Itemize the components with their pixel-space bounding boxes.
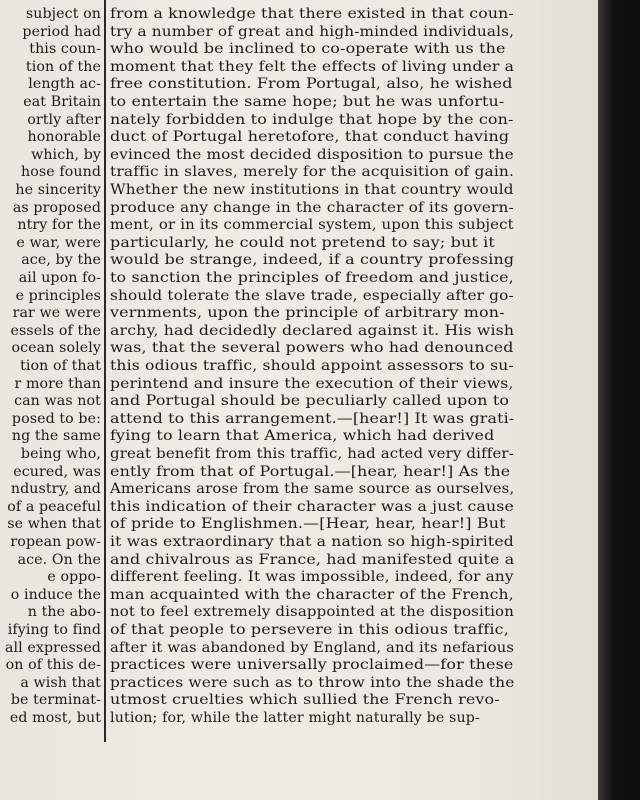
right-column-line: ently from that of Portugal.—[hear, hear!] As the xyxy=(110,463,511,480)
left-column-line: period had xyxy=(22,23,101,40)
right-column-line: utmost cruelties which sullied the French revo- xyxy=(110,692,500,709)
left-column-line: ortly after xyxy=(27,111,101,128)
right-column-line: practices were universally proclaimed—for these xyxy=(110,657,514,674)
right-column-line: practices were such as to throw into the shade the xyxy=(110,674,515,691)
left-column-line: o induce the xyxy=(10,586,101,603)
right-column-line: who would be inclined to co-operate with us the xyxy=(110,41,506,58)
left-column-line: se when that xyxy=(7,516,101,533)
left-column-line: which, by xyxy=(31,146,101,163)
left-column-line: ndustry, and xyxy=(10,481,101,498)
right-column-line: not to feel extremely disappointed at the disposition xyxy=(110,604,514,621)
left-column-line: being who, xyxy=(20,446,101,462)
left-column-line: e oppo- xyxy=(47,569,101,586)
left-column-line: posed to be: xyxy=(11,410,101,427)
right-column-line: ment, or in its commercial system, upon this subject xyxy=(110,217,514,234)
right-column-line: would be strange, indeed, if a country professing xyxy=(110,252,515,269)
left-column-line: can was not xyxy=(14,393,101,410)
right-column-line: this odious traffic, should appoint assessors to su- xyxy=(110,358,514,374)
right-column-line: produce any change in the character of its govern- xyxy=(110,199,514,216)
left-column-line: he sincerity xyxy=(15,182,101,198)
left-column-line: subject on xyxy=(25,6,101,22)
left-column-line: ropean pow- xyxy=(10,534,101,550)
right-column-line: of that people to persevere in this odious traffic, xyxy=(110,622,509,638)
right-column-line: moment that they felt the effects of living under a xyxy=(110,58,515,75)
right-column-line: archy, had decidedly declared against it. His wish xyxy=(110,322,515,339)
right-column-line: to entertain the same hope; but he was unfortu- xyxy=(110,94,505,110)
left-column-line: ace, by the xyxy=(21,252,101,269)
right-column-line: particularly, he could not pretend to say; but it xyxy=(110,234,495,251)
left-column-line: r more than xyxy=(14,375,101,392)
left-column-line: of a peaceful xyxy=(7,498,101,515)
left-column-line: a wish that xyxy=(20,674,101,691)
right-column-line: attend to this arrangement.—[hear!] It was grati- xyxy=(110,410,515,427)
right-column-line: free constitution. From Portugal, also, he wished xyxy=(110,76,513,93)
right-column-line: from a knowledge that there existed in that coun- xyxy=(110,6,514,22)
left-column-line: on of this de- xyxy=(5,657,101,674)
right-column-line: after it was abandoned by England, and its nefarious xyxy=(110,639,515,656)
left-column-line: ace. On the xyxy=(17,551,101,568)
left-column-line: n the abo- xyxy=(27,604,101,621)
left-column-line: as proposed xyxy=(12,199,101,216)
right-column-line: fying to learn that America, which had derived xyxy=(110,428,495,445)
right-column-line: duct of Portugal heretofore, that conduct having xyxy=(110,129,510,146)
left-column-line: ocean solely xyxy=(11,340,101,357)
left-column-line: ntry for the xyxy=(17,217,101,234)
right-column-line: different feeling. It was impossible, indeed, for any xyxy=(110,569,514,586)
right-column-line: nately forbidden to indulge that hope by the con- xyxy=(110,111,514,128)
left-column-line: length ac- xyxy=(28,76,101,93)
right-column-line: great benefit from this traffic, had acted very differ- xyxy=(110,446,514,462)
right-column-line: vernments, upon the principle of arbitrary mon- xyxy=(110,305,505,322)
left-column-line: honorable xyxy=(27,129,101,146)
right-column-line: it was extraordinary that a nation so high-spirited xyxy=(110,534,514,550)
right-column-line: should tolerate the slave trade, especially after go- xyxy=(110,287,514,304)
right-column-line: traffic in slaves, merely for the acquisition of gain. xyxy=(110,164,515,181)
right-column-line: man acquainted with the character of the French, xyxy=(110,586,514,603)
right-column-line: and Portugal should be peculiarly called upon to xyxy=(110,393,510,410)
left-column-line: ail upon fo- xyxy=(18,270,101,286)
right-column-line: Americans arose from the same source as ourselves, xyxy=(110,481,515,498)
right-column-line: this indication of their character was a just cause xyxy=(110,498,515,515)
left-column-line: ifying to find xyxy=(7,622,101,638)
left-text-column xyxy=(0,0,103,740)
right-column-line: Whether the new institutions in that country would xyxy=(110,182,514,198)
left-column-line: rar we were xyxy=(12,305,101,322)
right-column-line: try a number of great and high-minded individuals, xyxy=(110,23,515,40)
column-rule xyxy=(104,0,106,742)
left-column-line: ng the same xyxy=(11,428,101,445)
right-column-line: of pride to Englishmen.—[Hear, hear, hear!] But xyxy=(110,516,506,533)
left-column-line: ecured, was xyxy=(13,463,101,480)
left-column-line: all expressed xyxy=(4,639,101,656)
left-column-line: hose found xyxy=(20,164,101,181)
left-column-line: tion of the xyxy=(25,58,101,75)
right-column-line: and chivalrous as France, had manifested quite a xyxy=(110,551,515,568)
right-column-line: to sanction the principles of freedom and justice, xyxy=(110,270,514,286)
right-column-line: lution; for, while the latter might naturally be sup- xyxy=(110,710,480,726)
right-column-line: was, that the several powers who had denounced xyxy=(110,340,514,357)
left-column-line: ed most, but xyxy=(9,710,101,726)
left-column-line: e war, were xyxy=(16,234,101,251)
left-column-line: essels of the xyxy=(10,322,101,339)
page-shadow-edge xyxy=(598,0,640,800)
left-column-line: e principles xyxy=(15,287,101,304)
right-text-column xyxy=(110,0,518,742)
right-column-line: evinced the most decided disposition to pursue the xyxy=(110,146,514,163)
left-column-line: tion of that xyxy=(20,358,101,374)
left-column-line: eat Britain xyxy=(23,94,101,110)
left-column-line: this coun- xyxy=(29,41,101,58)
left-column-line: be terminat- xyxy=(10,692,101,709)
right-column-line: perintend and insure the execution of their views, xyxy=(110,375,514,392)
